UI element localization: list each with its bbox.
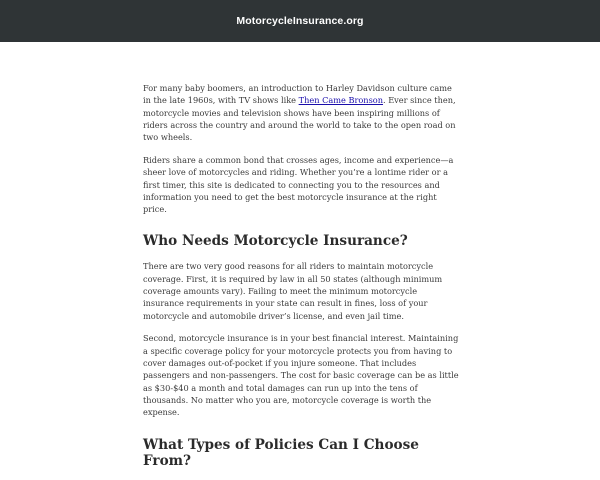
intro-text-end: . Ever since then, motorcycle movies and television shows have been inspiring millions of riders across the country and around the world to take to the open road on two wheels. [143,95,456,143]
reasons-paragraph: There are two very good reasons for all riders to maintain motorcycle coverage. First, it is required by law in all 50 states (although minimum coverage amounts vary). Failing to meet the minimum motorcycle insurance requirements in your state can result in fines, loss of your motorcycle and automobile driver’s license, and even jail time. [143,261,443,321]
then-came-bronson-link[interactable]: Then Came Bronson [298,95,383,106]
riders-paragraph: Riders share a common bond that crosses ages, income and experience—a sheer love of motorcycles and riding. Whether you’re a lontime rider or a first timer, this site is dedicated to connecting you to the resources and information you need to get the best motorcycle insurance at the right price. [143,154,454,215]
article-content [143,82,460,480]
intro-text-start: For many baby boomers, an introduction to Harley Davidson culture came in the late 1960s, with TV shows like [143,83,452,106]
site-title-link[interactable]: MotorcycleInsurance.org [236,15,364,27]
intro-paragraph [143,82,460,143]
financial-paragraph: Second, motorcycle insurance is in your best financial interest. Maintaining a specific coverage policy for your motorcycle protects you from having to cover damages out-of-pocket if you injure someone. That includes passengers and non-passengers. The cost for basic coverage can be as little as $30-$40 a month and total damages can run up into the tens of thousands. No matter who you are, motorcycle coverage is worth the expense. [143,333,459,418]
site-header [0,0,600,42]
policy-types-heading: What Types of Policies Can I Choose From? [143,436,419,469]
who-needs-heading: Who Needs Motorcycle Insurance? [143,233,408,250]
